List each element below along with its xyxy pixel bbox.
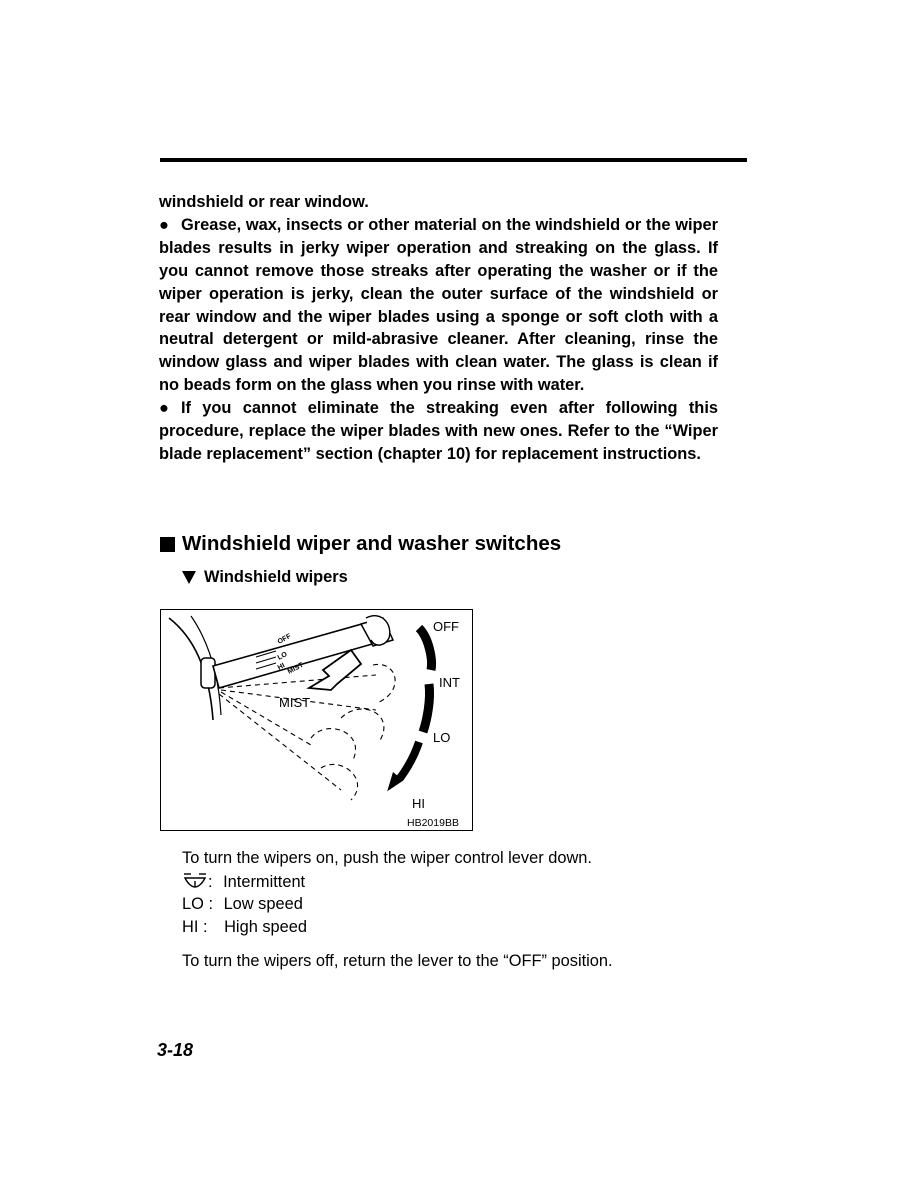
legend-separator: : bbox=[208, 895, 213, 913]
legend-row-lo bbox=[182, 895, 303, 914]
lever-marking-hi: HI bbox=[276, 662, 287, 672]
intermittent-wiper-icon bbox=[182, 872, 208, 890]
bullet-paragraph bbox=[159, 397, 718, 466]
legend-description: Low speed bbox=[223, 895, 303, 913]
square-bullet-icon bbox=[160, 537, 175, 552]
position-label-hi: HI bbox=[412, 796, 425, 811]
legend-description: High speed bbox=[224, 918, 308, 936]
position-label-off: OFF bbox=[433, 619, 459, 634]
position-label-int: INT bbox=[439, 675, 460, 690]
legend-key: HI bbox=[182, 918, 199, 936]
legend-key bbox=[182, 872, 208, 892]
bullet-paragraph-text: If you cannot eliminate the streaking even after following this procedure, replace the wiper blades with new ones. Refer to the “Wiper blade replacement” section (chapter 10) for replacement instructions. bbox=[159, 399, 718, 463]
lever-marking-mist: MIST bbox=[286, 661, 305, 676]
caption-turn-off: To turn the wipers off, return the lever to the “OFF” position. bbox=[182, 952, 613, 970]
position-label-lo: LO bbox=[433, 730, 451, 745]
bullet-paragraph bbox=[159, 214, 718, 397]
lever-marking-off: OFF bbox=[276, 633, 293, 646]
section-title: Windshield wiper and washer switches bbox=[182, 532, 562, 555]
wiper-lever-illustration bbox=[161, 610, 472, 830]
legend-row-intermittent bbox=[182, 872, 305, 892]
paragraph-continuation: windshield or rear window. bbox=[159, 193, 369, 211]
wiper-lever-figure bbox=[160, 609, 473, 831]
subsection-heading bbox=[182, 568, 348, 587]
legend-description: Intermittent bbox=[223, 873, 306, 891]
legend-separator: : bbox=[202, 918, 208, 936]
page-number: 3-18 bbox=[157, 1040, 194, 1060]
section-heading bbox=[160, 532, 561, 556]
subsection-title: Windshield wipers bbox=[204, 568, 348, 586]
bullet-icon: ● bbox=[159, 399, 169, 418]
header-rule bbox=[160, 158, 747, 162]
figure-code: HB2019BB bbox=[407, 817, 459, 829]
body-text bbox=[159, 191, 718, 466]
bullet-paragraph-text: Grease, wax, insects or other material on the windshield or the wiper blades results in jerky wiper operation and streaking on the glass. If you cannot remove those streaks after operating the washer or if the wiper operation is jerky, clean the outer surface of the windshield or rear window and the wiper blades using a sponge or soft cloth with a neutral detergent or mild-abrasive cleaner. After cleaning, rinse the window glass and wiper blades with clean water. The glass is clean if no beads form on the glass when you rinse with water. bbox=[159, 215, 718, 395]
legend-key: LO bbox=[182, 895, 204, 913]
legend-separator: : bbox=[208, 873, 213, 891]
down-triangle-icon bbox=[182, 571, 196, 584]
bullet-icon: ● bbox=[159, 215, 169, 234]
lever-marking-lo: LO bbox=[276, 651, 289, 662]
position-label-mist: MIST bbox=[279, 695, 311, 710]
legend-row-hi bbox=[182, 918, 307, 937]
caption-turn-on: To turn the wipers on, push the wiper control lever down. bbox=[182, 849, 592, 867]
